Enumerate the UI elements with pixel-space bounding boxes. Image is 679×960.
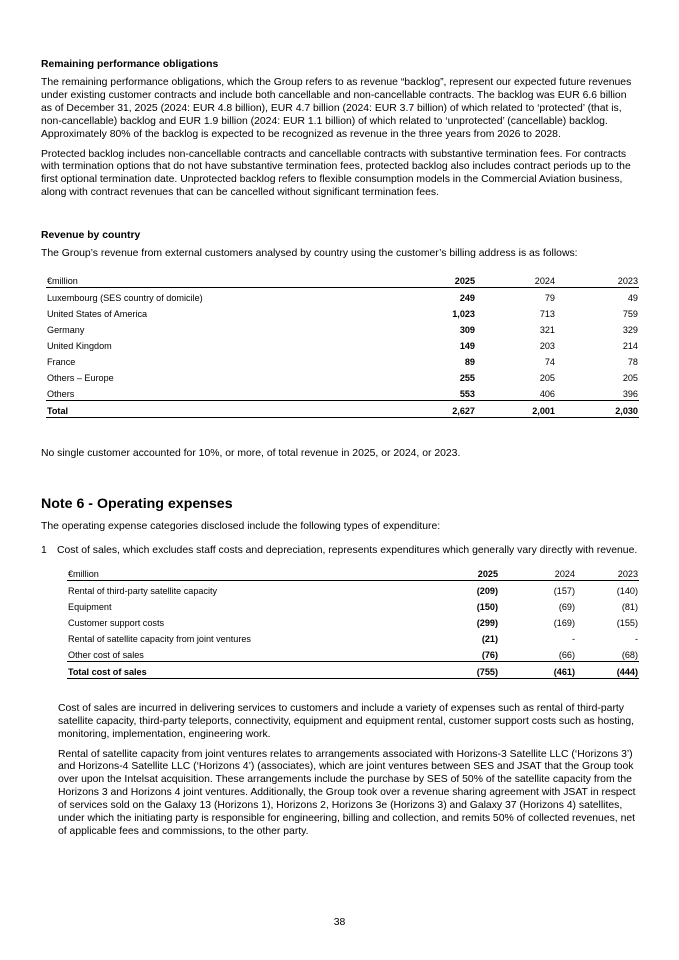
value-2024: 205: [539, 373, 555, 384]
table-row: [46, 304, 639, 320]
table-row: [46, 288, 639, 305]
value-2025: (21): [481, 633, 498, 644]
value-2024: 406: [476, 384, 556, 401]
row-label: Rental of satellite capacity from joint ventures: [68, 633, 251, 644]
row-label: Customer support costs: [68, 617, 165, 628]
revenue-by-country-table: [46, 273, 639, 418]
value-2023: 329: [622, 325, 638, 336]
column-header: 2023: [576, 566, 639, 581]
value-2025: (209): [476, 585, 498, 596]
column-header: €million: [67, 566, 387, 581]
value-2025: (76): [387, 645, 499, 662]
row-label: Others: [46, 384, 371, 401]
document-page: [41, 58, 639, 846]
row-label: United States of America: [47, 309, 148, 320]
list-text: Cost of sales, which excludes staff costs and depreciation, represents expenditures which generally vary directly with revenue.: [57, 544, 638, 556]
total-2024: (461): [499, 661, 576, 678]
column-header: 2025: [387, 566, 499, 581]
cost-of-sales-paragraph: Cost of sales are incurred in delivering services to customers and include a variety of expenses such as rental of third-party satellite capacity, third-party teleports, connectivity, equipment and equipment rental, customer support costs such as hosting, monitoring, implementation, engineering work.: [58, 702, 635, 740]
table-total-row: [67, 661, 639, 678]
value-2025: (299): [476, 617, 498, 628]
cost-of-sales-notes: [41, 703, 639, 839]
list-item: [41, 545, 639, 558]
table-row: [46, 336, 639, 352]
value-2024: 203: [539, 341, 555, 352]
note6-title: Note 6 - Operating expenses: [41, 495, 233, 512]
row-label: Luxembourg (SES country of domicile): [47, 293, 203, 304]
page-number: 38: [333, 917, 346, 928]
row-label: United Kingdom: [47, 341, 112, 352]
joint-ventures-paragraph: Rental of satellite capacity from joint ventures relates to arrangements associated with Horizons-3 Satellite LLC (‘Horizons 3’) and Horizons-4 Satellite LLC (‘Horizons 4’) (associates), which are joint ventures between SES and JSAT that the Group took over upon the Intelsat acquisition. These arrangements include the purchase by SES of 50% of the satellite capacity from the Horizons 3 and Horizons 4 joint ventures. Additionally, the Group took over a revenue sharing agreement with JSAT in respect of services sold on the Galaxy 13 (Horizons 1), Horizons 2, Horizons 3e (Horizons 3) and Galaxy 37 (Horizons 4) satellites, under which the initiating party is responsible for engineering, billing and collection, and remits 50% of collected revenues, net of applicable fees and commissions, to the other party.: [58, 748, 636, 837]
table-row: [46, 352, 639, 368]
table-row: [67, 613, 639, 629]
value-2023: 205: [622, 373, 638, 384]
total-label: Total: [46, 401, 371, 418]
value-2025: 149: [459, 341, 475, 352]
row-label: Others – Europe: [47, 373, 114, 384]
total-2024: 2,001: [476, 401, 556, 418]
value-2023: (81): [621, 601, 638, 612]
remaining-obligations-heading: Remaining performance obligations: [41, 59, 219, 70]
row-label: Rental of third-party satellite capacity: [68, 585, 218, 596]
value-2024: 74: [544, 357, 555, 368]
single-customer-note: No single customer accounted for 10%, or more, of total revenue in 2025, or 2024, or 2023.: [41, 448, 461, 460]
value-2025: 553: [371, 384, 476, 401]
column-header: €million: [46, 273, 371, 288]
table-row: [46, 320, 639, 336]
value-2023: 214: [622, 341, 638, 352]
revenue-by-country-heading: Revenue by country: [41, 230, 141, 242]
protected-backlog-paragraph: Protected backlog includes non-cancellable contracts and cancellable contracts with substantive termination fees. For contracts with termination options that do not have substantive termination fees, protected backlog also includes contract periods up to the first optional termination date. Unprotected backlog refers to flexible consumption models in the Commercial Aviation business, along with contract revenues that can be cancelled without significant termination fees.: [41, 148, 631, 199]
cost-of-sales-table: [67, 566, 639, 679]
column-header: 2024: [476, 273, 556, 288]
row-label: Other cost of sales: [67, 645, 387, 662]
table-header-row: [67, 566, 639, 581]
total-2025: 2,627: [371, 401, 476, 418]
row-label: France: [47, 357, 76, 368]
value-2025: 1,023: [452, 309, 475, 320]
table-row: [67, 580, 639, 597]
value-2023: 759: [622, 309, 638, 320]
value-2024: 321: [539, 325, 555, 336]
backlog-paragraph: The remaining performance obligations, which the Group refers to as revenue “backlog”, represent our expected future revenues under existing customer contracts and include both cancellable and non-cancellable contracts. The backlog was EUR 6.6 billion as of December 31, 2025 (2024: EUR 4.8 billion), EUR 4.7 billion (2024: EUR 3.7 billion) of which related to ‘protected’ (that is, non-cancellable) backlog and EUR 1.9 billion (2024: EUR 1.1 billion) of which related to ‘unprotected’ (cancellable) backlog. Approximately 80% of the backlog is expected to be recognized as revenue in the three years from 2026 to 2028.: [41, 77, 632, 140]
value-2023: (68): [576, 645, 639, 662]
table-row: [46, 368, 639, 384]
list-number: 1: [41, 544, 47, 556]
value-2025: 249: [459, 293, 475, 304]
total-2025: (755): [387, 661, 499, 678]
value-2024: (69): [558, 601, 575, 612]
value-2023: 78: [627, 357, 638, 368]
value-2025: 309: [459, 325, 475, 336]
value-2024: (169): [553, 617, 575, 628]
column-header: 2023: [556, 273, 639, 288]
value-2025: 89: [464, 357, 475, 368]
table-total-row: [46, 401, 639, 418]
value-2024: (66): [499, 645, 576, 662]
table-header-row: [46, 273, 639, 288]
value-2023: (140): [616, 585, 638, 596]
table-row: [67, 629, 639, 645]
column-header: 2024: [499, 566, 576, 581]
note6-intro: The operating expense categories disclosed include the following types of expenditure:: [41, 520, 441, 532]
total-2023: (444): [576, 661, 639, 678]
value-2024: 713: [539, 309, 555, 320]
value-2025: (150): [476, 601, 498, 612]
value-2023: 396: [556, 384, 639, 401]
total-2023: 2,030: [556, 401, 639, 418]
value-2023: -: [634, 633, 638, 644]
table-row: [46, 384, 639, 401]
value-2023: (155): [616, 617, 638, 628]
value-2024: (157): [553, 585, 575, 596]
column-header: 2025: [371, 273, 476, 288]
value-2025: 255: [459, 373, 475, 384]
row-label: Germany: [47, 325, 85, 336]
value-2024: 79: [544, 293, 555, 304]
row-label: Equipment: [68, 601, 112, 612]
table-row: [67, 597, 639, 613]
value-2024: -: [571, 633, 575, 644]
table-row: [67, 645, 639, 662]
revenue-by-country-intro: The Group’s revenue from external customers analysed by country using the customer’s billing address is as follows:: [41, 248, 578, 260]
value-2023: 49: [627, 293, 638, 304]
total-label: Total cost of sales: [67, 661, 387, 678]
